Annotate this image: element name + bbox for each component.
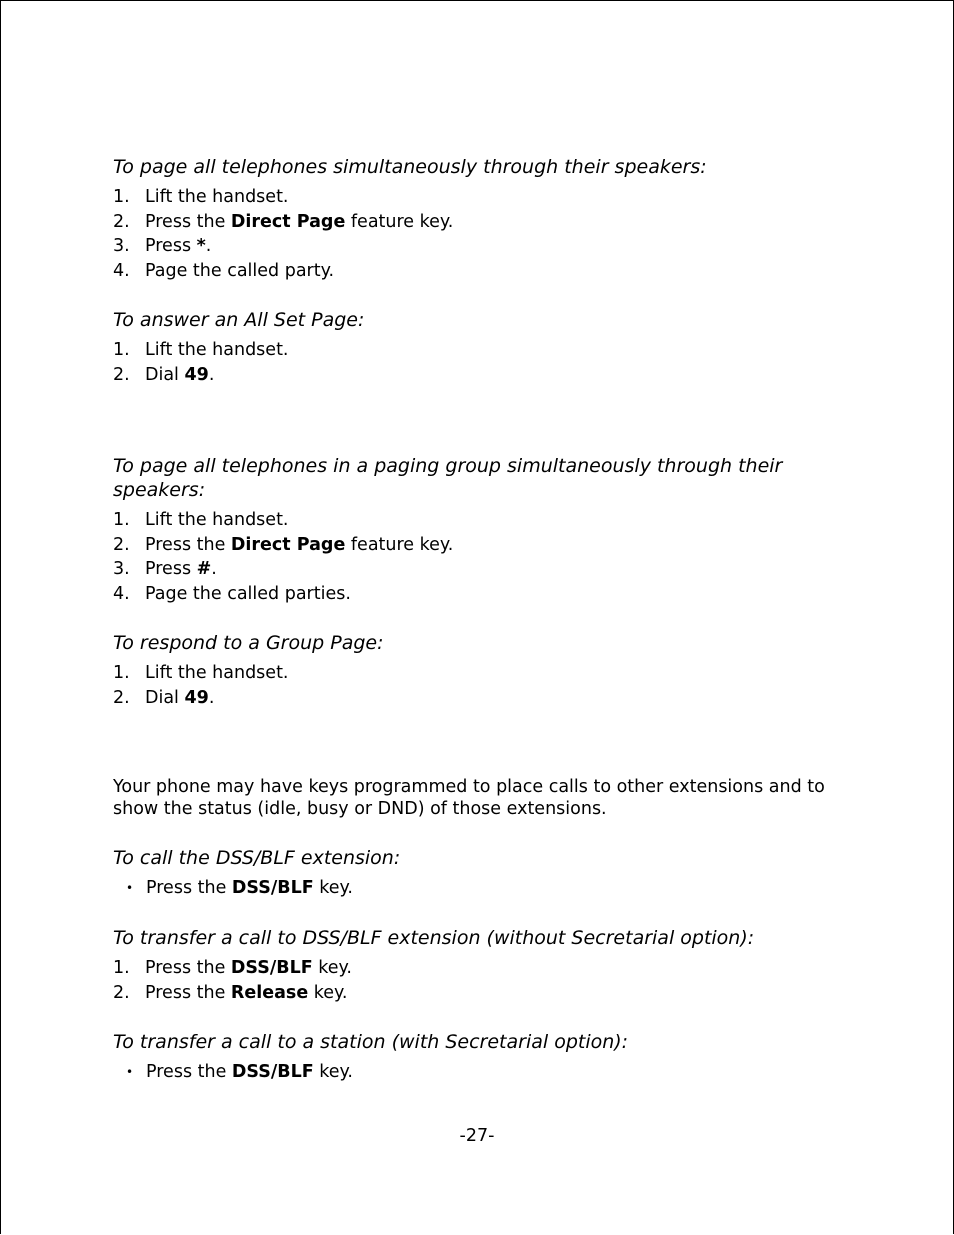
step-text-end: .: [205, 236, 212, 257]
step-text-end: key.: [312, 958, 352, 978]
section-heading-respond-group: To respond to a Group Page:: [113, 632, 384, 654]
step-key: #: [196, 559, 212, 580]
step-text-end: .: [208, 364, 215, 385]
step-item: [113, 210, 453, 235]
step-item: [113, 363, 289, 388]
step-text-end: key.: [308, 982, 348, 1003]
step-number: 4.: [113, 583, 130, 604]
dss-intro-paragraph: Your phone may have keys programmed to place calls to other extensions and to show the status (idle, busy or DND) of those extensions.: [113, 777, 825, 819]
step-text: Lift the handset.: [145, 340, 289, 360]
step-item: [113, 338, 289, 363]
step-text: Press the: [146, 1062, 232, 1082]
steps-all-page: [113, 185, 453, 283]
section-heading-transfer-sec: To transfer a call to a station (with Secretarial option):: [113, 1031, 629, 1053]
step-item: [113, 234, 453, 259]
step-number: 2.: [113, 534, 130, 555]
step-text-end: key.: [313, 1062, 353, 1082]
step-item: [113, 876, 353, 901]
step-number: 1.: [113, 187, 130, 207]
step-text: Press the: [145, 958, 231, 978]
step-text: Lift the handset.: [145, 663, 289, 683]
steps-group-page: [113, 508, 453, 606]
step-key: DSS/BLF: [230, 958, 313, 978]
bullet-icon: •: [125, 881, 134, 895]
step-key: 49: [184, 687, 209, 708]
section-heading-all-page: To page all telephones simultaneously through their speakers:: [113, 156, 707, 178]
step-key: Release: [230, 982, 309, 1003]
step-number: 1.: [113, 958, 130, 978]
step-text: Page the called parties.: [145, 583, 351, 604]
step-text-end: key.: [313, 878, 353, 898]
step-item: [113, 259, 453, 284]
step-text: Press the: [145, 211, 231, 232]
step-text: Press the: [145, 982, 231, 1003]
step-item: [113, 686, 289, 711]
steps-transfer-sec: [113, 1060, 353, 1085]
steps-respond-group: [113, 661, 289, 710]
step-text: Press: [145, 236, 197, 257]
step-text: Lift the handset.: [145, 510, 289, 530]
step-text-end: feature key.: [345, 534, 454, 555]
step-text: Lift the handset.: [145, 187, 289, 207]
section-heading-answer-all: To answer an All Set Page:: [113, 309, 365, 331]
step-number: 1.: [113, 340, 130, 360]
step-number: 2.: [113, 687, 130, 708]
section-heading-call-dss: To call the DSS/BLF extension:: [113, 847, 401, 869]
step-key: Direct Page: [230, 211, 346, 232]
step-item: [113, 1060, 353, 1085]
step-key: DSS/BLF: [231, 1062, 314, 1082]
page-number: -27-: [459, 1126, 495, 1146]
step-number: 1.: [113, 510, 130, 530]
step-key: Direct Page: [230, 534, 346, 555]
step-text: Dial: [145, 364, 185, 385]
step-number: 3.: [113, 236, 130, 257]
step-number: 1.: [113, 663, 130, 683]
step-key: 49: [184, 364, 209, 385]
step-text: Press the: [146, 878, 232, 898]
step-number: 3.: [113, 559, 130, 580]
step-item: [113, 981, 352, 1006]
step-text: Dial: [145, 687, 185, 708]
steps-transfer-no-sec: [113, 956, 352, 1005]
step-item: [113, 557, 453, 582]
step-number: 4.: [113, 260, 130, 281]
section-heading-transfer-no-sec: To transfer a call to DSS/BLF extension (without Secretarial option):: [113, 927, 755, 949]
step-text-end: feature key.: [345, 211, 454, 232]
step-text: Press: [145, 559, 197, 580]
step-number: 2.: [113, 364, 130, 385]
step-item: [113, 185, 453, 210]
step-item: [113, 508, 453, 533]
step-text-end: .: [211, 559, 217, 580]
step-key: *: [196, 236, 206, 257]
step-item: [113, 956, 352, 981]
step-text: Page the called party.: [145, 260, 335, 281]
steps-call-dss: [113, 876, 353, 901]
step-text: Press the: [145, 534, 231, 555]
step-item: [113, 661, 289, 686]
section-heading-group-page: To page all telephones in a paging group simultaneously through their speakers:: [113, 455, 783, 501]
steps-answer-all: [113, 338, 289, 387]
bullet-icon: •: [125, 1065, 134, 1079]
step-key: DSS/BLF: [231, 878, 314, 898]
step-item: [113, 582, 453, 607]
step-item: [113, 533, 453, 558]
step-number: 2.: [113, 982, 130, 1003]
step-number: 2.: [113, 211, 130, 232]
step-text-end: .: [208, 687, 215, 708]
